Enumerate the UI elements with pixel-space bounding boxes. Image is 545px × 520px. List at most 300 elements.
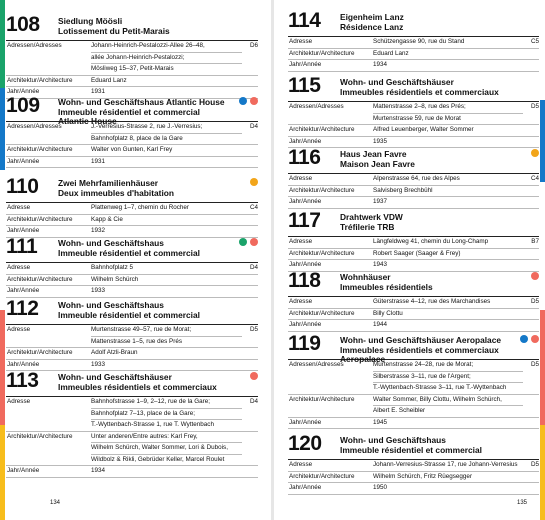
- entry-title-line: Immeuble résidentiel et commercial: [340, 444, 482, 455]
- detail-row: [6, 348, 258, 360]
- entry-details: [288, 459, 539, 495]
- entry-number: 114: [288, 9, 321, 32]
- color-stripe-red: [0, 310, 5, 425]
- entry-title-line: Eigenheim Lanz: [340, 12, 404, 22]
- detail-label: Jahr/Année: [288, 60, 373, 72]
- detail-label: Jahr/Année: [288, 483, 373, 495]
- orange-dot-icon: [250, 178, 258, 186]
- detail-row: [6, 41, 258, 76]
- entry-title-line: Maison Jean Favre: [340, 158, 415, 169]
- entry-120: [288, 433, 539, 495]
- map-grid-code: D5: [523, 102, 539, 125]
- detail-row: [288, 102, 539, 125]
- entry-header: [6, 298, 258, 324]
- entry-details: [288, 101, 539, 148]
- detail-row: [288, 60, 539, 72]
- detail-values: [91, 325, 242, 348]
- detail-values: [373, 472, 523, 484]
- detail-row: [288, 309, 539, 321]
- detail-value: Murtenstrasse 59, rue de Morat: [373, 114, 523, 126]
- detail-row: [6, 157, 258, 169]
- detail-label: Architektur/Architecture: [288, 186, 373, 198]
- map-grid-code: D5: [242, 325, 258, 348]
- entry-header: [288, 75, 539, 101]
- entry-108: [6, 14, 258, 99]
- detail-value: 1945: [373, 418, 523, 430]
- entry-header: [6, 176, 258, 202]
- detail-row: [288, 297, 539, 309]
- category-dots: [250, 178, 258, 186]
- detail-label: Jahr/Année: [288, 320, 373, 332]
- detail-values: [373, 320, 523, 332]
- map-grid-code: [523, 395, 539, 418]
- detail-values: [91, 432, 242, 467]
- entry-number: 120: [288, 432, 322, 455]
- detail-value: Murtenstrasse 49–57, rue de Morat;: [91, 325, 242, 337]
- detail-value: Billy Clottu: [373, 309, 523, 321]
- entry-details: [288, 36, 539, 72]
- detail-label: Architektur/Architecture: [6, 348, 91, 360]
- entry-number: 116: [288, 146, 321, 169]
- entry-112: [6, 298, 258, 371]
- detail-values: [373, 186, 523, 198]
- detail-label: Adressen/Adresses: [6, 41, 91, 76]
- entry-title: [58, 176, 174, 198]
- detail-value: Eduard Lanz: [91, 76, 242, 88]
- entry-116: [288, 147, 539, 209]
- detail-values: [91, 397, 242, 432]
- detail-row: [288, 483, 539, 495]
- entry-header: [6, 370, 258, 396]
- detail-value: Mattenstrasse 2–8, rue des Prés;: [373, 102, 523, 114]
- entry-title-line: Wohn- und Geschäftshäuser Aeropalace: [340, 335, 502, 345]
- entry-details: [288, 173, 539, 209]
- detail-row: [288, 174, 539, 186]
- entry-title-line: Zwei Mehrfamilienhäuser: [58, 178, 159, 188]
- category-dots: [531, 149, 539, 157]
- entry-number: 112: [6, 297, 39, 320]
- entry-114: [288, 10, 539, 72]
- detail-value: Plattenweg 1–7, chemin du Rocher: [91, 203, 242, 215]
- entry-title-line: Wohn- und Geschäftshaus: [340, 435, 446, 445]
- detail-label: Jahr/Année: [6, 226, 91, 238]
- green-dot-icon: [239, 238, 247, 246]
- detail-value: 1931: [91, 87, 242, 99]
- map-grid-code: C4: [242, 203, 258, 215]
- detail-values: [91, 145, 242, 157]
- detail-values: [91, 263, 242, 275]
- detail-values: [91, 215, 242, 227]
- entry-title-line: Wohn- und Geschäftshaus Atlantic House: [58, 97, 225, 107]
- entry-113: [6, 370, 258, 478]
- detail-value: Bahnhofstrasse 1–9, 2–12, rue de la Gare;: [91, 397, 242, 409]
- detail-label: Architektur/Architecture: [288, 125, 373, 137]
- map-grid-code: [523, 418, 539, 430]
- detail-row: [288, 125, 539, 137]
- detail-values: [373, 60, 523, 72]
- color-stripe-yellow: [0, 425, 5, 520]
- entry-title: [58, 236, 200, 258]
- detail-value: 1935: [373, 137, 523, 149]
- detail-label: Jahr/Année: [6, 157, 91, 169]
- entry-number: 117: [288, 209, 321, 232]
- entry-number: 111: [6, 235, 38, 258]
- detail-value: 1937: [373, 197, 523, 209]
- detail-value: Kapp & Cie: [91, 215, 242, 227]
- detail-row: [6, 432, 258, 467]
- entry-number: 113: [6, 369, 39, 392]
- detail-value: Walter Sommer, Billy Clottu, Wilhelm Schürch,: [373, 395, 523, 407]
- detail-value: Walter von Gunten, Karl Frey: [91, 145, 242, 157]
- entry-title: [340, 75, 499, 97]
- detail-values: [373, 249, 523, 261]
- blue-dot-icon: [520, 335, 528, 343]
- detail-value: Schützengasse 90, rue du Stand: [373, 37, 523, 49]
- detail-value: 1933: [91, 360, 242, 372]
- detail-value: Wilhelm Schürch, Walter Sommer, Lori & Dubois,: [91, 443, 242, 455]
- entry-number: 118: [288, 269, 321, 292]
- detail-value: T.-Wyttenbach-Strasse 1, rue T. Wyttenbach: [91, 420, 242, 432]
- detail-label: Adressen/Adresses: [6, 122, 91, 145]
- entry-title-line: Aeropalace: [340, 354, 386, 364]
- detail-row: [6, 76, 258, 88]
- detail-value: Salvisberg Brechbühl: [373, 186, 523, 198]
- red-dot-icon: [531, 335, 539, 343]
- entry-title-line: Atlantic House: [58, 116, 117, 126]
- entry-title: [58, 370, 217, 392]
- detail-value: Güterstrasse 4–12, rue des Marchandises: [373, 297, 523, 309]
- entry-title-line: Drahtwerk VDW: [340, 212, 403, 222]
- detail-value: Robert Saager (Saager & Frey): [373, 249, 523, 261]
- detail-values: [373, 37, 523, 49]
- page-number: 134: [50, 500, 61, 506]
- entry-title-line: Résidence Lanz: [340, 21, 404, 32]
- map-grid-code: [523, 60, 539, 72]
- detail-value: 1944: [373, 320, 523, 332]
- detail-value: Unter anderen/Entre autres: Karl Frey,: [91, 432, 242, 444]
- detail-row: [288, 472, 539, 484]
- detail-row: [6, 203, 258, 215]
- map-grid-code: [242, 157, 258, 169]
- detail-value: Silberstrasse 3–11, rue de l'Argent;: [373, 372, 523, 384]
- detail-row: [288, 237, 539, 249]
- detail-label: Adresse: [288, 37, 373, 49]
- map-grid-code: D6: [242, 41, 258, 76]
- entry-111: [6, 236, 258, 298]
- entry-title-line: Wohn- und Geschäftshäuser: [58, 372, 172, 382]
- entry-title-line: Immeubles résidentiels et commerciaux: [340, 86, 499, 97]
- red-dot-icon: [250, 97, 258, 105]
- entry-header: [288, 147, 539, 173]
- entry-title: [340, 147, 415, 169]
- detail-label: Adresse: [288, 297, 373, 309]
- detail-value: Bahnhofplatz 7–13, place de la Gare;: [91, 409, 242, 421]
- entry-details: [6, 324, 258, 371]
- detail-label: Architektur/Architecture: [6, 145, 91, 157]
- entry-title: [58, 298, 200, 320]
- map-grid-code: [242, 275, 258, 287]
- detail-values: [91, 286, 242, 298]
- map-grid-code: C4: [523, 174, 539, 186]
- detail-value: 1931: [91, 157, 242, 169]
- right-page: [274, 0, 545, 520]
- detail-row: [288, 360, 539, 395]
- detail-value: Alfred Leuenberger, Walter Sommer: [373, 125, 523, 137]
- blue-dot-icon: [239, 97, 247, 105]
- detail-value: 1943: [373, 260, 523, 272]
- detail-label: Architektur/Architecture: [288, 249, 373, 261]
- entry-115: [288, 75, 539, 148]
- detail-values: [91, 157, 242, 169]
- detail-row: [288, 460, 539, 472]
- entry-title: [58, 14, 170, 36]
- detail-value: Johann-Heinrich-Pestalozzi-Allee 26–48,: [91, 41, 242, 53]
- detail-values: [373, 418, 523, 430]
- entry-title: [340, 270, 433, 292]
- detail-row: [288, 186, 539, 198]
- detail-label: Architektur/Architecture: [6, 215, 91, 227]
- entry-header: [288, 433, 539, 459]
- entry-title: [340, 10, 404, 32]
- map-grid-code: [523, 197, 539, 209]
- detail-row: [6, 215, 258, 227]
- detail-label: Adresse: [6, 325, 91, 348]
- detail-row: [6, 145, 258, 157]
- detail-label: Architektur/Architecture: [6, 275, 91, 287]
- detail-values: [91, 348, 242, 360]
- map-grid-code: D4: [242, 122, 258, 145]
- detail-value: J.-Verresius-Strasse 2, rue J.-Verresius;: [91, 122, 242, 134]
- category-dots: [250, 372, 258, 380]
- map-grid-code: D5: [523, 460, 539, 472]
- entry-title-line: Immeuble résidentiel et commercial: [58, 309, 200, 320]
- detail-value: T.-Wyttenbach-Strasse 3–11, rue T.-Wyttenbach: [373, 383, 523, 395]
- detail-label: Adresse: [6, 397, 91, 432]
- entry-header: [288, 10, 539, 36]
- map-grid-code: [242, 145, 258, 157]
- color-stripe-blue: [540, 100, 545, 182]
- orange-dot-icon: [531, 149, 539, 157]
- detail-row: [6, 275, 258, 287]
- detail-label: Jahr/Année: [288, 197, 373, 209]
- detail-values: [373, 297, 523, 309]
- entry-title-line: Haus Jean Favre: [340, 149, 407, 159]
- entry-details: [6, 40, 258, 99]
- detail-value: Längfeldweg 41, chemin du Long-Champ: [373, 237, 523, 249]
- detail-values: [373, 395, 523, 418]
- category-dots: [531, 272, 539, 280]
- map-grid-code: [523, 125, 539, 137]
- entry-title-line: Wohn- und Geschäftshaus: [58, 238, 164, 248]
- detail-values: [373, 483, 523, 495]
- detail-row: [288, 37, 539, 49]
- detail-label: Architektur/Architecture: [288, 472, 373, 484]
- detail-row: [288, 49, 539, 61]
- detail-label: Adresse: [288, 174, 373, 186]
- detail-row: [6, 286, 258, 298]
- detail-value: allée Johann-Heinrich-Pestalozzi;: [91, 53, 242, 65]
- red-dot-icon: [250, 372, 258, 380]
- entry-title-line: Deux immeubles d'habitation: [58, 187, 175, 198]
- detail-label: Jahr/Année: [6, 466, 91, 478]
- entry-110: [6, 176, 258, 238]
- detail-value: Wilhelm Schürch: [91, 275, 242, 287]
- map-grid-code: [523, 483, 539, 495]
- color-stripe-red: [540, 310, 545, 425]
- detail-value: 1933: [91, 286, 242, 298]
- detail-label: Adresse: [6, 263, 91, 275]
- entry-header: [6, 14, 258, 40]
- detail-value: Eduard Lanz: [373, 49, 523, 61]
- entry-title-line: Wohnhäuser: [340, 272, 391, 282]
- detail-value: 1934: [373, 60, 523, 72]
- detail-values: [373, 49, 523, 61]
- entry-title-line: Immeuble résidentiel et commercial: [58, 106, 200, 117]
- map-grid-code: C5: [523, 37, 539, 49]
- map-grid-code: [523, 49, 539, 61]
- detail-values: [373, 309, 523, 321]
- map-grid-code: [242, 215, 258, 227]
- detail-label: Architektur/Architecture: [6, 432, 91, 467]
- detail-label: Architektur/Architecture: [288, 49, 373, 61]
- entry-title-line: Immeubles résidentiels: [340, 281, 433, 292]
- entry-details: [6, 396, 258, 478]
- color-stripe-green: [0, 0, 5, 88]
- entry-details: [288, 296, 539, 332]
- detail-row: [288, 395, 539, 418]
- detail-label: Jahr/Année: [288, 418, 373, 430]
- entry-header: [6, 94, 258, 126]
- entry-title-line: Siedlung Möösli: [58, 16, 123, 26]
- detail-value: Mösliweg 15–37, Petit-Marais: [91, 64, 242, 76]
- map-grid-code: D4: [242, 263, 258, 275]
- detail-label: Jahr/Année: [6, 286, 91, 298]
- detail-row: [6, 263, 258, 275]
- detail-label: Jahr/Année: [6, 87, 91, 99]
- detail-label: Adresse: [6, 203, 91, 215]
- map-grid-code: [523, 186, 539, 198]
- detail-value: Murtenstrasse 24–28, rue de Morat;: [373, 360, 523, 372]
- map-grid-code: D4: [242, 397, 258, 432]
- detail-value: 1932: [91, 226, 242, 238]
- map-grid-code: D5: [523, 297, 539, 309]
- detail-values: [91, 275, 242, 287]
- detail-values: [373, 460, 523, 472]
- category-dots: [239, 97, 258, 105]
- entry-details: [288, 236, 539, 272]
- detail-label: Jahr/Année: [288, 137, 373, 149]
- entry-number: 109: [6, 94, 40, 117]
- category-dots: [239, 238, 258, 246]
- detail-values: [373, 237, 523, 249]
- color-stripe-yellow: [540, 425, 545, 520]
- entry-title: [340, 433, 482, 455]
- detail-label: Adressen/Adresses: [288, 102, 373, 125]
- map-grid-code: [523, 320, 539, 332]
- detail-value: Alpenstrasse 64, rue des Alpes: [373, 174, 523, 186]
- map-grid-code: B7: [523, 237, 539, 249]
- entry-title-line: Immeubles résidentiels et commerciaux: [340, 344, 499, 355]
- entry-header: [288, 270, 539, 296]
- detail-label: Architektur/Architecture: [288, 309, 373, 321]
- entry-109: [6, 95, 258, 168]
- left-page: [0, 0, 271, 520]
- category-dots: [520, 335, 539, 343]
- detail-label: Architektur/Architecture: [6, 76, 91, 88]
- map-grid-code: [242, 466, 258, 478]
- entry-details: [6, 121, 258, 168]
- detail-value: 1934: [91, 466, 242, 478]
- entry-title: [58, 95, 225, 127]
- detail-value: Mattenstrasse 1–5, rue des Prés: [91, 337, 242, 349]
- detail-values: [91, 41, 242, 76]
- page-number: 135: [516, 500, 527, 506]
- detail-values: [373, 174, 523, 186]
- entry-117: [288, 210, 539, 272]
- entry-title: [340, 210, 403, 232]
- detail-values: [373, 360, 523, 395]
- detail-row: [288, 197, 539, 209]
- detail-value: Albert E. Scheibler: [373, 406, 523, 418]
- entry-title-line: Lotissement du Petit-Marais: [58, 25, 170, 36]
- entry-header: [6, 236, 258, 262]
- entry-header: [288, 210, 539, 236]
- detail-label: Jahr/Année: [6, 360, 91, 372]
- detail-values: [373, 197, 523, 209]
- entry-header: [288, 332, 539, 364]
- detail-row: [6, 325, 258, 348]
- detail-values: [91, 76, 242, 88]
- entry-title-line: Wohn- und Geschäftshaus: [58, 300, 164, 310]
- entry-number: 108: [6, 13, 40, 36]
- entry-title-line: Tréfilerie TRB: [340, 221, 395, 232]
- entry-title-line: Immeuble résidentiel et commercial: [58, 247, 200, 258]
- entry-details: [6, 202, 258, 238]
- map-grid-code: [242, 76, 258, 88]
- detail-value: Wilhelm Schürch, Fritz Rüegsegger: [373, 472, 523, 484]
- entry-title: [340, 333, 501, 365]
- detail-label: Jahr/Année: [288, 260, 373, 272]
- entry-118: [288, 270, 539, 332]
- entry-title-line: Wohn- und Geschäftshäuser: [340, 77, 454, 87]
- red-dot-icon: [250, 238, 258, 246]
- detail-value: Johann-Verresius-Strasse 17, rue Johann-Verresius: [373, 460, 523, 472]
- detail-label: Adresse: [288, 237, 373, 249]
- map-grid-code: [523, 472, 539, 484]
- detail-label: Adressen/Adresses: [288, 360, 373, 395]
- color-stripe-blue: [0, 88, 5, 170]
- map-grid-code: [523, 249, 539, 261]
- detail-value: Bahnhofplatz 5: [91, 263, 242, 275]
- entry-119: [288, 333, 539, 429]
- detail-row: [6, 466, 258, 478]
- detail-row: [288, 249, 539, 261]
- map-grid-code: [242, 432, 258, 467]
- detail-values: [91, 466, 242, 478]
- map-grid-code: [242, 348, 258, 360]
- detail-value: 1950: [373, 483, 523, 495]
- detail-value: Adolf Atzli-Braun: [91, 348, 242, 360]
- detail-label: Architektur/Architecture: [288, 395, 373, 418]
- detail-values: [373, 102, 523, 125]
- map-grid-code: D5: [523, 360, 539, 395]
- detail-label: Adresse: [288, 460, 373, 472]
- detail-value: Bahnhofplatz 8, place de la Gare: [91, 134, 242, 146]
- entry-details: [6, 262, 258, 298]
- detail-row: [288, 320, 539, 332]
- entry-number: 110: [6, 175, 39, 198]
- entry-details: [288, 359, 539, 429]
